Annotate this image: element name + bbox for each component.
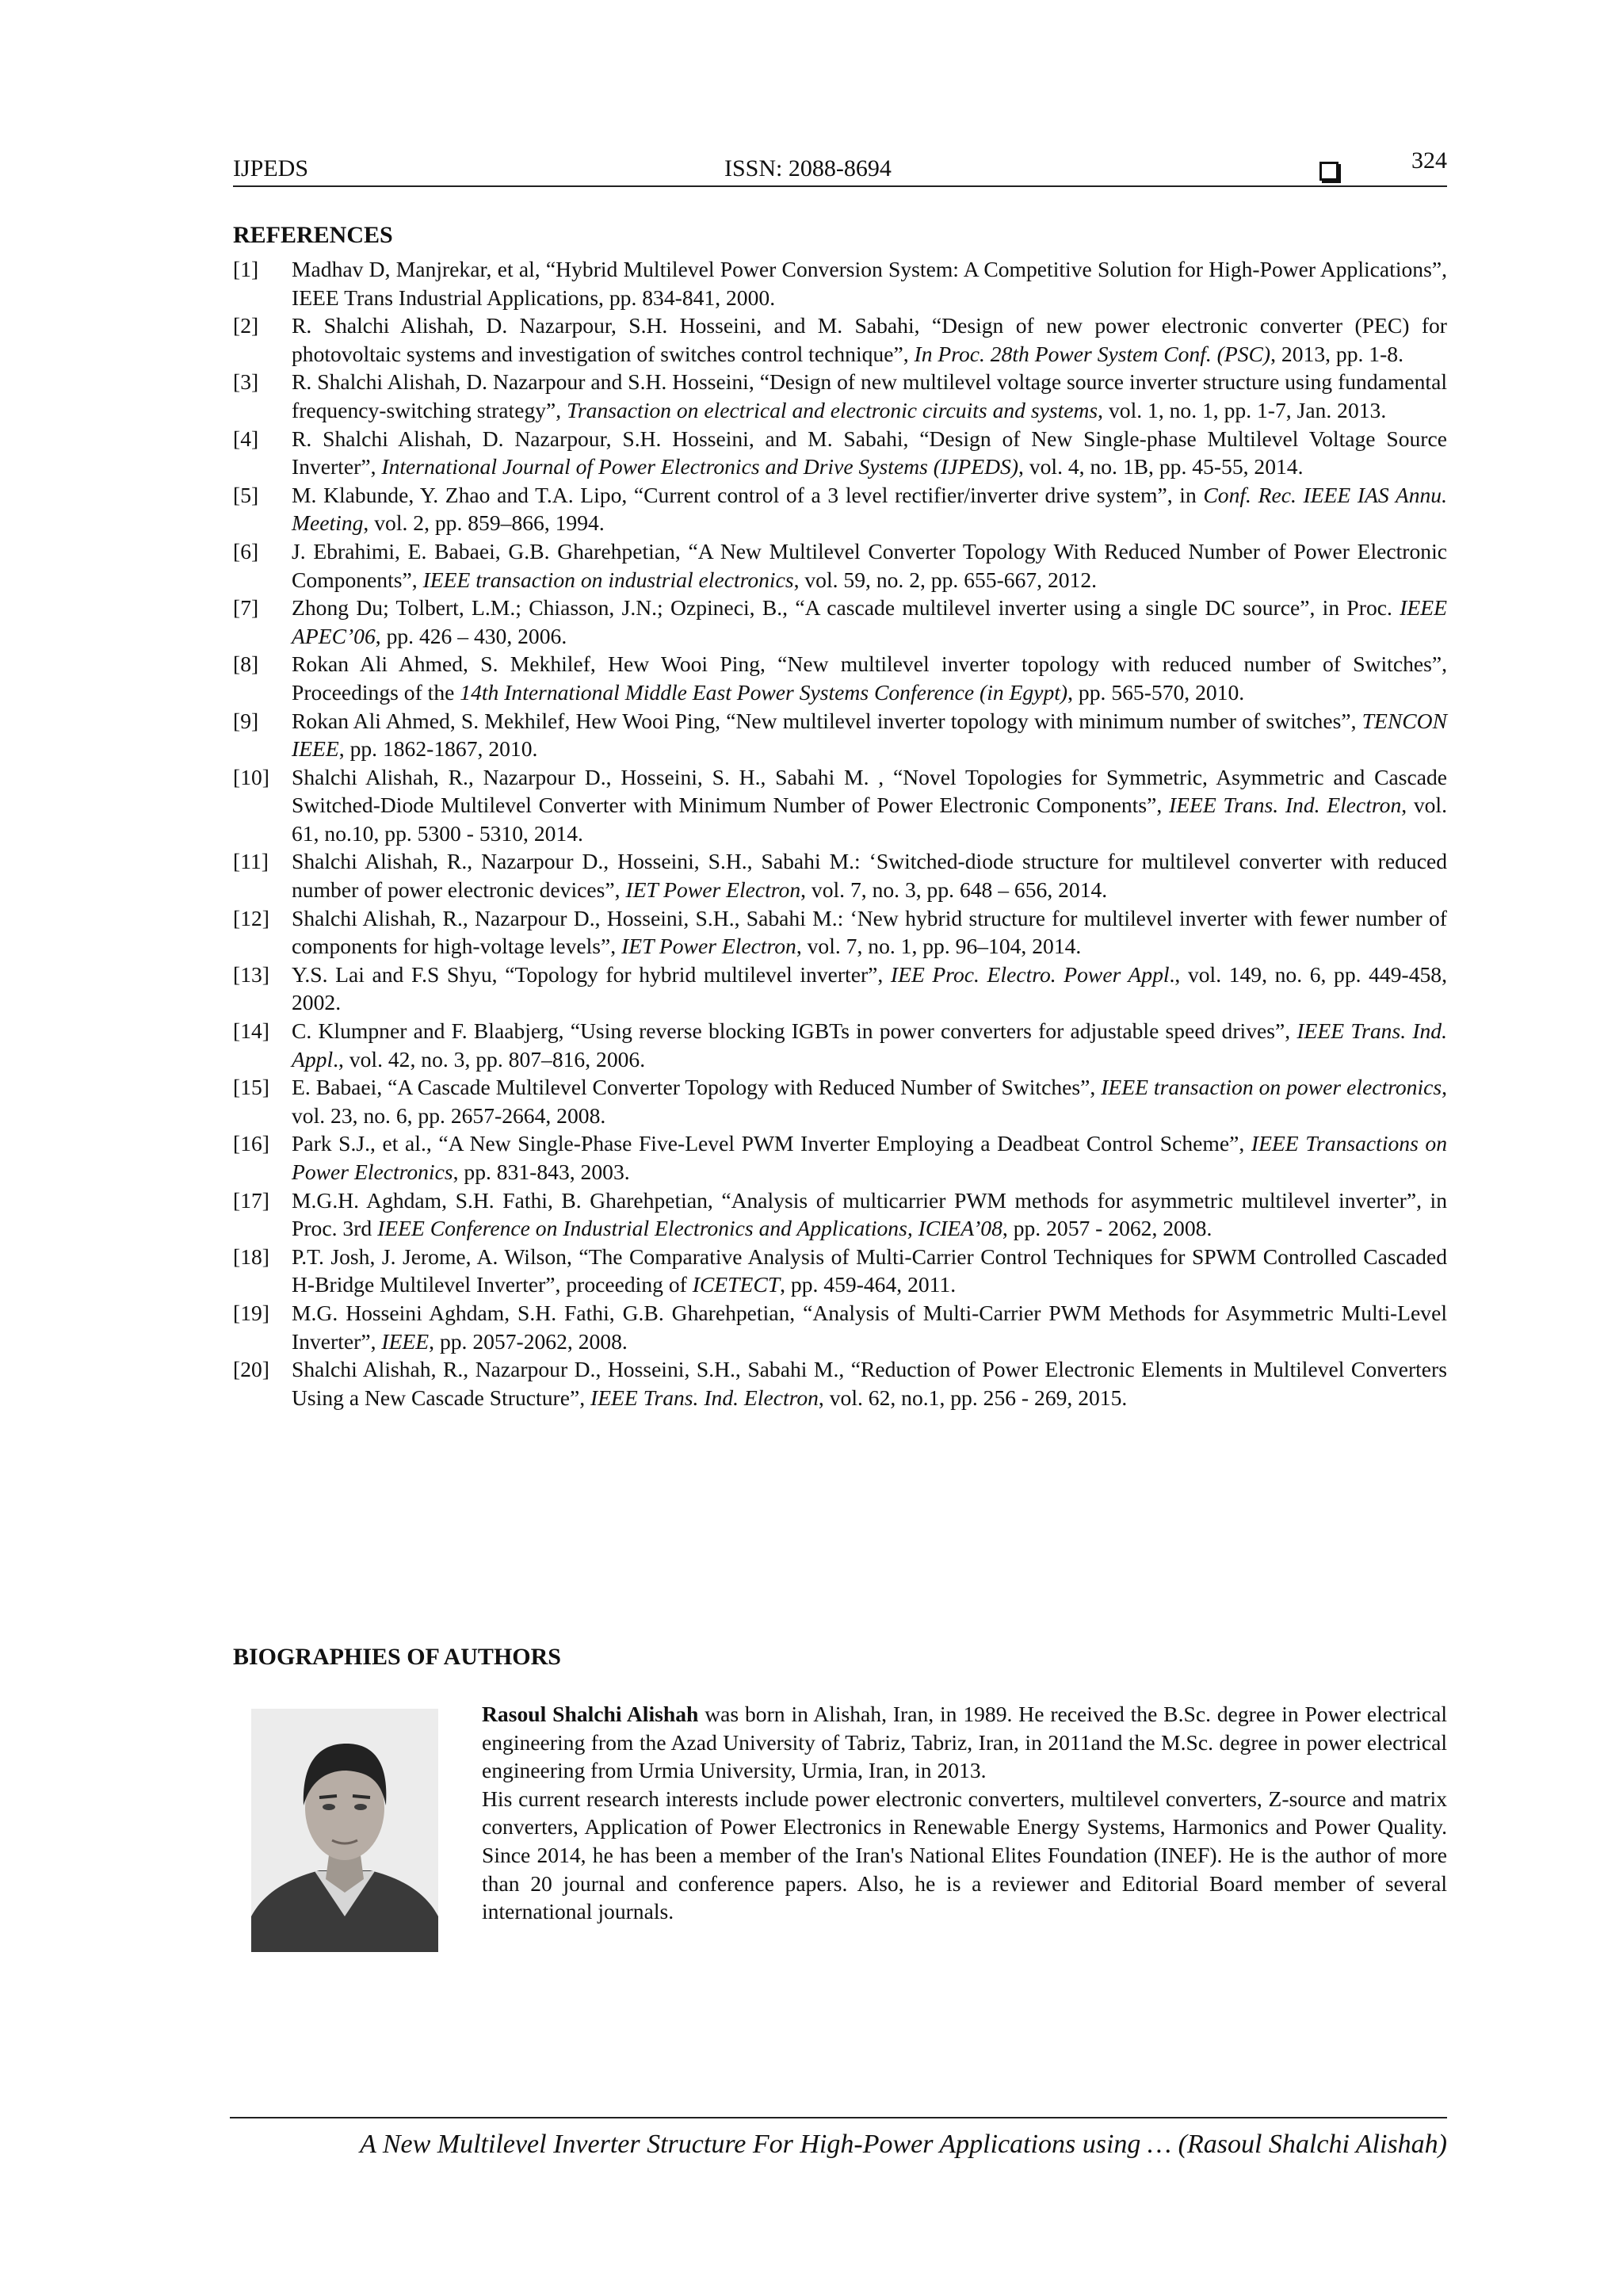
reference-item	[233, 650, 1447, 706]
reference-text: M.G. Hosseini Aghdam, S.H. Fathi, G.B. Gharehpetian, “Analysis of Multi-Carrier PWM Methods for Asymmetric Multi-Level Inverter”, IEEE, pp. 2057-2062, 2008.	[292, 1300, 1447, 1354]
biographies-heading: BIOGRAPHIES OF AUTHORS	[233, 1644, 561, 1670]
reference-item	[233, 594, 1447, 650]
square-box-icon	[1319, 162, 1338, 181]
issn: ISSN: 2088-8694	[724, 155, 892, 181]
reference-item	[233, 961, 1447, 1017]
reference-item	[233, 255, 1447, 311]
reference-text: P.T. Josh, J. Jerome, A. Wilson, “The Comparative Analysis of Multi-Carrier Control Techniques for SPWM Controlled Cascaded H-Bridge Multilevel Inverter”, proceeding of ICETECT, pp. 459-464, 2011.	[292, 1244, 1447, 1297]
reference-item	[233, 1299, 1447, 1355]
reference-number: [18]	[233, 1244, 269, 1269]
reference-number: [13]	[233, 961, 269, 987]
reference-text: J. Ebrahimi, E. Babaei, G.B. Gharehpetian, “A New Multilevel Converter Topology With Reduced Number of Power Electronic Components”, IEEE transaction on industrial electronics, vol. 59, no. 2, pp. 655-667, 2012.	[292, 538, 1447, 592]
reference-list	[233, 255, 1447, 1412]
reference-number: [10]	[233, 764, 269, 789]
reference-number: [9]	[233, 708, 259, 733]
reference-number: [1]	[233, 257, 259, 281]
reference-text: R. Shalchi Alishah, D. Nazarpour, S.H. Hosseini, and M. Sabahi, “Design of New Single-phase Multilevel Voltage Source Inverter”, International Journal of Power Electronics and Drive Systems (IJPEDS), vol. 4, no. 1B, pp. 45-55, 2014.	[292, 426, 1447, 479]
reference-text: Park S.J., et al., “A New Single-Phase Five-Level PWM Inverter Employing a Deadbeat Control Scheme”, IEEE Transactions on Power Electronics, pp. 831-843, 2003.	[292, 1131, 1448, 1184]
reference-item	[233, 1243, 1447, 1299]
reference-item	[233, 847, 1447, 904]
reference-item	[233, 1355, 1447, 1412]
reference-number: [19]	[233, 1300, 269, 1325]
journal-name: IJPEDS	[233, 155, 309, 181]
reference-text: E. Babaei, “A Cascade Multilevel Converter Topology with Reduced Number of Switches”, IEEE transaction on power electronics, vol. 23, no. 6, pp. 2657-2664, 2008.	[292, 1075, 1448, 1128]
reference-number: [11]	[233, 849, 269, 874]
page-footer	[230, 2117, 1447, 2159]
reference-number: [3]	[233, 369, 259, 395]
reference-item	[233, 368, 1447, 424]
author-photo	[251, 1709, 438, 1952]
reference-item	[233, 1186, 1447, 1243]
reference-item	[233, 763, 1447, 848]
reference-item	[233, 425, 1447, 481]
reference-text: Y.S. Lai and F.S Shyu, “Topology for hybrid multilevel inverter”, IEE Proc. Electro. Power Appl., vol. 149, no. 6, pp. 449-458, 2002.	[292, 961, 1447, 1015]
reference-item	[233, 904, 1447, 961]
footer-title: A New Multilevel Inverter Structure For High-Power Applications using … (Rasoul Shalchi Alishah)	[360, 2130, 1447, 2159]
reference-text: Zhong Du; Tolbert, L.M.; Chiasson, J.N.; Ozpineci, B., “A cascade multilevel inverter using a single DC source”, in Proc. IEEE APEC’06, pp. 426 – 430, 2006.	[292, 595, 1447, 648]
reference-number: [12]	[233, 905, 269, 930]
reference-text: Shalchi Alishah, R., Nazarpour D., Hosseini, S.H., Sabahi M.: ‘Switched-diode structure for multilevel converter with reduced number of power electronic devices”, IET Power Electron, vol. 7, no. 3, pp. 648 – 656, 2014.	[292, 849, 1447, 903]
reference-item	[233, 1129, 1447, 1186]
reference-number: [17]	[233, 1187, 269, 1213]
reference-item	[233, 311, 1447, 368]
page-number: 324	[1411, 147, 1447, 174]
author-biography	[482, 1700, 1447, 1926]
reference-text: R. Shalchi Alishah, D. Nazarpour, S.H. Hosseini, and M. Sabahi, “Design of new power electronic converter (PEC) for photovoltaic systems and investigation of switches control technique”, In Proc. 28th Power System Conf. (PSC), 2013, pp. 1-8.	[292, 313, 1447, 366]
reference-number: [16]	[233, 1131, 269, 1156]
reference-number: [4]	[233, 426, 259, 451]
author-name: Rasoul Shalchi Alishah	[482, 1702, 699, 1726]
reference-item	[233, 481, 1447, 537]
reference-text: Rokan Ali Ahmed, S. Mekhilef, Hew Wooi Ping, “New multilevel inverter topology with reduced number of Switches”, Proceedings of the 14th International Middle East Power Systems Conference (in Egypt), pp. 565-570, 2010.	[292, 651, 1447, 705]
reference-text: M. Klabunde, Y. Zhao and T.A. Lipo, “Current control of a 3 level rectifier/inverter drive system”, in Conf. Rec. IEEE IAS Annu. Meeting, vol. 2, pp. 859–866, 1994.	[292, 482, 1447, 536]
reference-item	[233, 1073, 1447, 1129]
bio-paragraph-1: was born in Alishah, Iran, in 1989. He received the B.Sc. degree in Power electrical engineering from the Azad University of Tabriz, Tabriz, Iran, in 2011and the M.Sc. degree in power electrical engineering from Urmia University, Urmia, Iran, in 2013.	[482, 1702, 1447, 1783]
reference-text: Shalchi Alishah, R., Nazarpour D., Hosseini, S.H., Sabahi M.: ‘New hybrid structure for multilevel inverter with fewer number of components for high-voltage levels”, IET Power Electron, vol. 7, no. 1, pp. 96–104, 2014.	[292, 905, 1447, 959]
bio-paragraph-2: His current research interests include power electronic converters, multilevel converters, Z-source and matrix converters, Application of Power Electronics in Renewable Energy Systems, Harmonics and Power Quality. Since 2014, he has been a member of the Iran's National Elites Foundation (INEF). He is the author of more than 20 journal and conference papers. Also, he is a reviewer and Editorial Board member of several international journals.	[482, 1786, 1447, 1924]
reference-item	[233, 537, 1447, 594]
reference-text: R. Shalchi Alishah, D. Nazarpour and S.H. Hosseini, “Design of new multilevel voltage source inverter structure using fundamental frequency-switching strategy”, Transaction on electrical and electronic circuits and systems, vol. 1, no. 1, pp. 1-7, Jan. 2013.	[292, 369, 1447, 422]
reference-number: [5]	[233, 482, 259, 507]
reference-item	[233, 1017, 1447, 1073]
reference-number: [6]	[233, 538, 259, 563]
reference-text: Shalchi Alishah, R., Nazarpour D., Hosseini, S.H., Sabahi M., “Reduction of Power Electronic Elements in Multilevel Converters Using a New Cascade Structure”, IEEE Trans. Ind. Electron, vol. 62, no.1, pp. 256 - 269, 2015.	[292, 1357, 1447, 1410]
reference-number: [8]	[233, 651, 259, 677]
reference-text: M.G.H. Aghdam, S.H. Fathi, B. Gharehpetian, “Analysis of multicarrier PWM methods for asymmetric multilevel inverter”, in Proc. 3rd IEEE Conference on Industrial Electronics and Applications, ICIEA’08, pp. 2057 - 2062, 2008.	[292, 1187, 1447, 1241]
reference-item	[233, 707, 1447, 763]
reference-text: Madhav D, Manjrekar, et al, “Hybrid Multilevel Power Conversion System: A Competitive Solution for High-Power Applications”, IEEE Trans Industrial Applications, pp. 834-841, 2000.	[292, 257, 1447, 310]
reference-number: [15]	[233, 1075, 269, 1100]
reference-number: [2]	[233, 313, 259, 338]
reference-text: Rokan Ali Ahmed, S. Mekhilef, Hew Wooi Ping, “New multilevel inverter topology with minimum number of switches”, TENCON IEEE, pp. 1862-1867, 2010.	[292, 708, 1447, 762]
reference-text: Shalchi Alishah, R., Nazarpour D., Hosseini, S. H., Sabahi M. , “Novel Topologies for Symmetric, Asymmetric and Cascade Switched-Diode Multilevel Converter with Minimum Number of Power Electronic Components”, IEEE Trans. Ind. Electron, vol. 61, no.10, pp. 5300 - 5310, 2014.	[292, 764, 1448, 846]
reference-number: [14]	[233, 1018, 269, 1044]
reference-number: [20]	[233, 1357, 269, 1382]
reference-text: C. Klumpner and F. Blaabjerg, “Using reverse blocking IGBTs in power converters for adjustable speed drives”, IEEE Trans. Ind. Appl., vol. 42, no. 3, pp. 807–816, 2006.	[292, 1018, 1447, 1072]
reference-number: [7]	[233, 595, 259, 621]
references-heading: REFERENCES	[233, 222, 393, 248]
page-header	[233, 149, 1447, 187]
